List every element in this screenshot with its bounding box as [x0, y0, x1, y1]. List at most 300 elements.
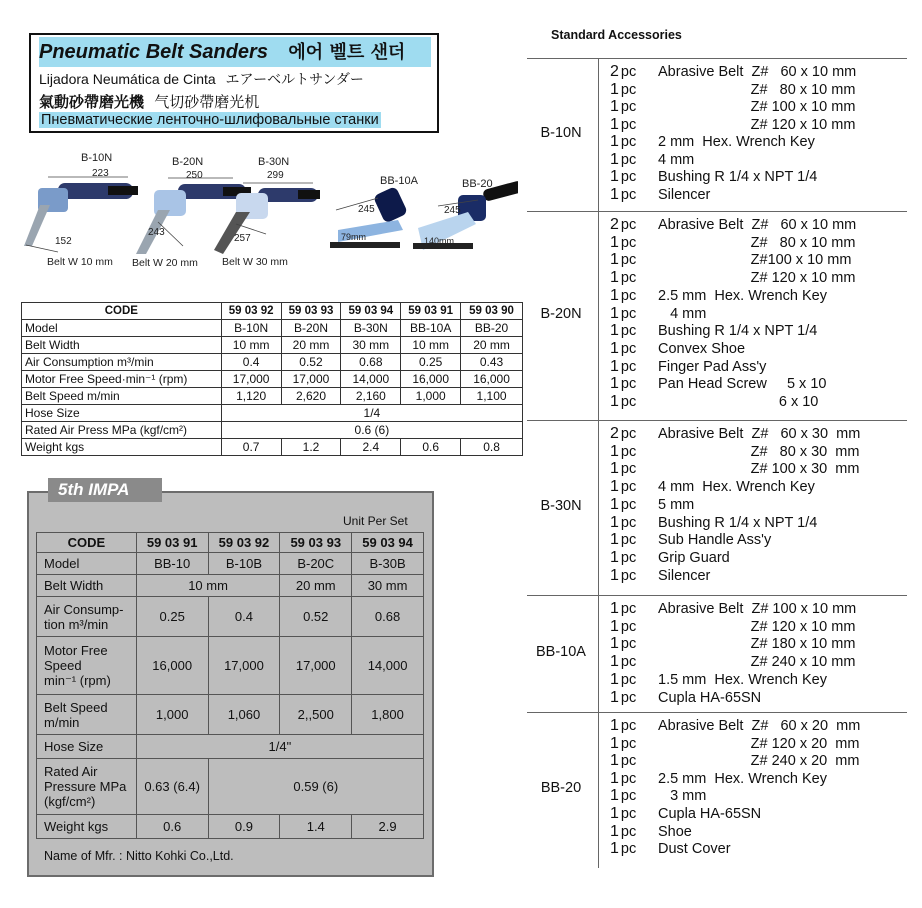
impa-table: [36, 532, 424, 839]
accessory-qty: [610, 671, 636, 689]
accessory-qty-unit: pc: [620, 116, 637, 133]
spec-cell: 20 mm: [461, 337, 523, 354]
accessory-name: Bushing R 1/4 x NPT 1/4: [658, 514, 818, 531]
spec-cell: 1,100: [461, 388, 523, 405]
impa-cell: 14,000: [352, 637, 424, 695]
accessory-qty: [610, 618, 636, 636]
impa-manufacturer: Name of Mfr. : Nitto Kohki Co.,Ltd.: [44, 849, 234, 863]
accessory-qty: [610, 375, 636, 393]
accessory-name: 4 mm: [658, 305, 707, 322]
title-zh-trad: 氣動砂帶磨光機: [39, 94, 145, 111]
accessory-qty-unit: pc: [620, 305, 637, 322]
impa-cell: 30 mm: [352, 575, 424, 597]
impa-row-model: [37, 553, 424, 575]
accessory-qty-unit: pc: [620, 718, 637, 734]
impa-code-row: [37, 533, 424, 553]
accessory-name: Z# 240 x 20 mm: [658, 753, 860, 770]
accessory-name: Sub Handle Ass'y: [658, 532, 772, 549]
spec-cell: 2,160: [341, 388, 401, 405]
accessory-qty-number: 1: [610, 653, 619, 671]
accessory-group-code: B-20N: [540, 305, 582, 322]
spec-code-row: [22, 303, 523, 320]
impa-cell: B-20C: [280, 553, 352, 575]
dim-140mm: 140mm: [424, 236, 455, 246]
impa-row-belt-speed: [37, 695, 424, 735]
accessory-qty-number: 1: [610, 442, 619, 460]
spec-cell: 2,620: [281, 388, 341, 405]
impa-cell: 0.4: [208, 597, 280, 637]
accessory-name: Z# 120 x 20 mm: [658, 735, 860, 752]
accessories-title: Standard Accessories: [551, 28, 682, 42]
accessory-qty-unit: pc: [620, 461, 637, 478]
dim-257: 257: [234, 233, 251, 244]
accessory-qty-number: 1: [610, 548, 619, 566]
impa-label: [37, 695, 137, 735]
accessory-qty-number: 1: [610, 286, 619, 304]
impa-code-label: CODE: [37, 533, 137, 553]
accessory-qty-unit: pc: [620, 287, 637, 304]
accessory-qty: [610, 717, 636, 735]
title-box: [29, 33, 439, 133]
impa-code: 59 03 91: [136, 533, 208, 553]
spec-row-motor: [22, 371, 523, 388]
spec-cell: 0.52: [281, 354, 341, 371]
belt-width-20: Belt W 20 mm: [132, 257, 198, 269]
accessories-separator: [527, 58, 907, 59]
accessory-qty-number: 1: [610, 670, 619, 688]
accessory-name: Z# 120 x 10 mm: [658, 618, 856, 635]
accessory-qty: [610, 287, 636, 305]
accessory-qty: [610, 752, 636, 770]
impa-cell: B-30B: [352, 553, 424, 575]
accessory-qty-unit: pc: [620, 217, 637, 233]
accessory-qty: [610, 805, 636, 823]
title-es-ja: [39, 69, 364, 89]
impa-cell: 0.6: [136, 815, 208, 839]
impa-cell: 1,000: [136, 695, 208, 735]
accessory-qty-unit: pc: [620, 689, 637, 706]
impa-cell: 0.9: [208, 815, 280, 839]
title-ru: Пневматические ленточно-шлифовальные станки: [41, 112, 379, 128]
accessory-qty: [610, 770, 636, 788]
accessory-name: 4 mm: [658, 151, 695, 168]
accessory-qty: [610, 653, 636, 671]
accessory-name: Cupla HA-65SN: [658, 806, 762, 822]
accessories-divider: [598, 211, 599, 420]
accessory-qty-unit: pc: [620, 514, 637, 531]
accessory-qty-unit: pc: [620, 549, 637, 566]
accessory-qty-unit: pc: [620, 394, 637, 410]
accessory-qty-number: 1: [610, 393, 619, 410]
impa-code: 59 03 93: [280, 533, 352, 553]
accessory-qty: [610, 567, 636, 585]
impa-label-line: m/min: [44, 714, 80, 730]
accessory-qty-number: 1: [610, 635, 619, 653]
spec-label: Motor Free Speed·min⁻¹ (rpm): [22, 371, 222, 388]
belt-width-10: Belt W 10 mm: [47, 256, 113, 268]
accessory-qty: [610, 358, 636, 376]
accessories-separator: [527, 595, 907, 596]
impa-cell: 10 mm: [136, 575, 280, 597]
accessory-qty-unit: pc: [620, 654, 637, 671]
spec-code: 59 03 91: [401, 303, 461, 320]
accessory-group-code: BB-10A: [536, 643, 586, 660]
impa-cell: 20 mm: [280, 575, 352, 597]
spec-cell: 0.68: [341, 354, 401, 371]
accessory-qty: [610, 216, 636, 234]
accessory-qty: [610, 600, 636, 618]
spec-cell: BB-20: [461, 320, 523, 337]
accessory-qty-number: 1: [610, 357, 619, 375]
accessory-qty-unit: pc: [620, 81, 637, 98]
accessory-name: Z# 100 x 30 mm: [658, 461, 860, 478]
accessory-qty-number: 1: [610, 478, 619, 496]
accessory-qty-unit: pc: [620, 99, 637, 115]
accessory-name: 4 mm Hex. Wrench Key: [658, 479, 815, 496]
accessory-qty-unit: pc: [620, 601, 637, 617]
dim-245-a: 245: [358, 204, 375, 215]
accessory-qty-unit: pc: [620, 186, 637, 203]
impa-cell: BB-10: [136, 553, 208, 575]
accessory-group-code: B-10N: [540, 124, 582, 141]
accessory-qty-number: 1: [610, 322, 619, 340]
spec-cell: 16,000: [461, 371, 523, 388]
spec-cell: 14,000: [341, 371, 401, 388]
accessory-qty-unit: pc: [620, 151, 637, 168]
dim-152: 152: [55, 236, 72, 247]
accessory-qty-number: 1: [610, 150, 619, 168]
sander-b10n-image: [24, 177, 138, 252]
spec-cell: B-10N: [221, 320, 281, 337]
impa-label: Model: [37, 553, 137, 575]
impa-label: Belt Width: [37, 575, 137, 597]
impa-badge: 5th IMPA: [48, 478, 162, 502]
accessory-qty-number: 1: [610, 717, 619, 734]
impa-label-line: Rated Air: [44, 764, 98, 779]
accessory-name: Abrasive Belt Z# 60 x 20 mm: [658, 718, 861, 734]
accessory-qty-number: 1: [610, 617, 619, 635]
accessory-qty: [610, 305, 636, 323]
impa-label-line: (kgf/cm²): [44, 794, 96, 809]
accessory-qty-unit: pc: [620, 134, 637, 150]
impa-row-air: [37, 597, 424, 637]
accessory-name: 2.5 mm Hex. Wrench Key: [658, 287, 827, 304]
label-bb10a: BB-10A: [380, 175, 418, 187]
impa-code: 59 03 94: [352, 533, 424, 553]
accessory-qty: [610, 168, 636, 186]
spec-row-weight: [22, 439, 523, 456]
accessory-qty: [610, 443, 636, 461]
spec-label: Weight kgs: [22, 439, 222, 456]
accessories-divider: [598, 712, 599, 868]
accessory-qty: [610, 635, 636, 653]
spec-cell: 17,000: [221, 371, 281, 388]
accessory-qty-number: 1: [610, 805, 619, 822]
label-b20n: B-20N: [172, 156, 204, 168]
spec-cell: BB-10A: [401, 320, 461, 337]
accessory-qty-number: 1: [610, 752, 619, 770]
accessory-qty-unit: pc: [620, 64, 637, 80]
accessories-separator: [527, 712, 907, 713]
accessory-name: 2.5 mm Hex. Wrench Key: [658, 770, 827, 787]
accessory-qty-unit: pc: [620, 169, 637, 185]
accessory-qty: [610, 116, 636, 134]
accessory-qty: [610, 98, 636, 116]
accessory-qty-number: 1: [610, 513, 619, 531]
accessory-name: 6 x 10: [658, 394, 819, 410]
spec-label: Model: [22, 320, 222, 337]
accessory-name: Dust Cover: [658, 841, 731, 858]
accessory-name: Z# 180 x 10 mm: [658, 636, 856, 653]
accessory-name: Z# 120 x 10 mm: [658, 270, 856, 287]
impa-row-pressure: [37, 759, 424, 815]
dim-250: 250: [186, 170, 203, 181]
impa-row-weight: [37, 815, 424, 839]
impa-label-line: Motor Free: [44, 643, 108, 658]
spec-cell-merged: 0.6 (6): [221, 422, 522, 439]
impa-cell: 0.63 (6.4): [136, 759, 208, 815]
accessory-name: Z# 80 x 10 mm: [658, 234, 856, 251]
accessory-name: Grip Guard: [658, 549, 730, 566]
impa-label: Hose Size: [37, 735, 137, 759]
accessory-qty-number: 1: [610, 233, 619, 251]
label-bb20: BB-20: [462, 178, 493, 190]
accessory-qty-unit: pc: [620, 753, 637, 770]
spec-code: 59 03 90: [461, 303, 523, 320]
accessory-qty-unit: pc: [620, 323, 637, 340]
accessory-name: Z# 240 x 10 mm: [658, 654, 856, 671]
impa-label: [37, 597, 137, 637]
accessory-group-code: BB-20: [540, 780, 582, 796]
accessory-qty: [610, 251, 636, 269]
impa-unit: Unit Per Set: [343, 514, 408, 528]
impa-cell: 0.68: [352, 597, 424, 637]
spec-cell: 1,120: [221, 388, 281, 405]
accessory-qty-unit: pc: [620, 426, 637, 442]
impa-label-line: Belt Speed: [44, 699, 108, 715]
dim-245-b: 245: [444, 205, 461, 216]
dim-223: 223: [92, 168, 109, 179]
accessory-qty-unit: pc: [620, 270, 637, 287]
spec-label: Belt Width: [22, 337, 222, 354]
accessory-qty-number: 2: [610, 425, 619, 442]
impa-label: Weight kgs: [37, 815, 137, 839]
impa-cell: 0.52: [280, 597, 352, 637]
title-zh: [39, 91, 259, 112]
accessory-qty: [610, 840, 636, 858]
spec-row-pressure: [22, 422, 523, 439]
accessory-qty-number: 1: [610, 787, 619, 805]
accessory-qty-number: 2: [610, 216, 619, 233]
spec-label: Belt Speed m/min: [22, 388, 222, 405]
accessory-qty-number: 1: [610, 734, 619, 752]
accessory-qty: [610, 460, 636, 478]
accessory-qty-number: 1: [610, 98, 619, 115]
impa-row-belt-width: [37, 575, 424, 597]
spec-cell: 0.25: [401, 354, 461, 371]
accessory-qty-number: 1: [610, 840, 619, 858]
impa-cell: B-10B: [208, 553, 280, 575]
spec-cell: 17,000: [281, 371, 341, 388]
impa-label-line: Air Consump-: [44, 601, 124, 617]
accessory-qty-unit: pc: [620, 671, 637, 688]
accessory-qty-unit: pc: [620, 770, 637, 787]
accessory-qty-unit: pc: [620, 618, 637, 635]
impa-cell: 16,000: [136, 637, 208, 695]
accessory-name: Abrasive Belt Z# 60 x 10 mm: [658, 217, 857, 233]
accessory-name: Z# 120 x 10 mm: [658, 116, 856, 133]
accessory-name: Abrasive Belt Z# 100 x 10 mm: [658, 601, 857, 617]
impa-code: 59 03 92: [208, 533, 280, 553]
spec-label: Rated Air Press MPa (kgf/cm²): [22, 422, 222, 439]
accessory-name: Abrasive Belt Z# 60 x 10 mm: [658, 64, 857, 80]
dim-299: 299: [267, 170, 284, 181]
dim-243: 243: [148, 227, 165, 238]
title-ja: エアーベルトサンダー: [225, 71, 364, 87]
spec-cell: 10 mm: [401, 337, 461, 354]
accessory-qty-unit: pc: [620, 252, 637, 269]
accessory-qty: [610, 425, 636, 443]
accessory-qty: [610, 496, 636, 514]
accessory-qty-unit: pc: [620, 788, 637, 805]
accessory-name: 1.5 mm Hex. Wrench Key: [658, 671, 827, 688]
label-b10n: B-10N: [81, 152, 113, 164]
accessory-qty-unit: pc: [620, 806, 637, 822]
accessories-separator: [527, 420, 907, 421]
accessory-name: Pan Head Screw 5 x 10: [658, 376, 827, 393]
accessory-qty-unit: pc: [620, 234, 637, 251]
accessory-name: 2 mm Hex. Wrench Key: [658, 134, 815, 150]
spec-cell: 0.8: [461, 439, 523, 456]
spec-cell: B-20N: [281, 320, 341, 337]
spec-row-belt-speed: [22, 388, 523, 405]
spec-code: 59 03 92: [221, 303, 281, 320]
accessory-qty-unit: pc: [620, 358, 637, 375]
accessory-qty-number: 1: [610, 339, 619, 357]
spec-label: Hose Size: [22, 405, 222, 422]
accessory-name: Abrasive Belt Z# 60 x 30 mm: [658, 426, 861, 442]
accessory-qty-unit: pc: [620, 443, 637, 460]
impa-label: [37, 637, 137, 695]
spec-table: [21, 302, 523, 456]
accessory-qty-unit: pc: [620, 636, 637, 653]
spec-cell: 2.4: [341, 439, 401, 456]
accessory-name: 3 mm: [658, 788, 707, 805]
accessory-qty: [610, 186, 636, 204]
spec-code: 59 03 93: [281, 303, 341, 320]
impa-cell: 17,000: [208, 637, 280, 695]
accessory-qty-number: 1: [610, 495, 619, 513]
impa-cell: 1.4: [280, 815, 352, 839]
impa-label-line: Pressure MPa: [44, 779, 127, 794]
impa-cell: 1,060: [208, 695, 280, 735]
spec-cell: 0.7: [221, 439, 281, 456]
belt-width-30: Belt W 30 mm: [222, 256, 288, 268]
title-en: Pneumatic Belt Sanders: [39, 41, 268, 63]
accessory-qty-number: 1: [610, 269, 619, 287]
spec-row-air: [22, 354, 523, 371]
accessory-name: Z#100 x 10 mm: [658, 252, 852, 269]
impa-row-motor: [37, 637, 424, 695]
accessory-qty-number: 1: [610, 115, 619, 133]
accessory-name: Z# 80 x 10 mm: [658, 81, 856, 98]
accessory-qty-number: 1: [610, 600, 619, 617]
impa-cell: 0.25: [136, 597, 208, 637]
accessory-qty-number: 1: [610, 688, 619, 706]
accessory-qty-unit: pc: [620, 479, 637, 496]
spec-cell: 1.2: [281, 439, 341, 456]
accessory-qty: [610, 63, 636, 81]
accessory-qty-number: 1: [610, 566, 619, 584]
accessory-qty: [610, 514, 636, 532]
spec-row-model: [22, 320, 523, 337]
accessories-divider: [598, 58, 599, 211]
accessory-qty-number: 1: [610, 304, 619, 322]
accessory-qty-number: 1: [610, 769, 619, 787]
accessory-qty-unit: pc: [620, 532, 637, 549]
accessories-divider: [598, 420, 599, 595]
impa-label: [37, 759, 137, 815]
accessory-name: Silencer: [658, 186, 711, 203]
accessory-qty: [610, 531, 636, 549]
spec-cell: B-30N: [341, 320, 401, 337]
accessory-qty-unit: pc: [620, 841, 637, 858]
impa-cell: 17,000: [280, 637, 352, 695]
title-es: Lijadora Neumática de Cinta: [39, 71, 216, 87]
accessory-qty-unit: pc: [620, 340, 637, 357]
spec-code: 59 03 94: [341, 303, 401, 320]
accessory-qty-unit: pc: [620, 735, 637, 752]
accessory-qty: [610, 549, 636, 567]
spec-label: Air Consumption m³/min: [22, 354, 222, 371]
dim-79mm: 79mm: [341, 232, 367, 242]
spec-row-hose: [22, 405, 523, 422]
impa-label-line: min⁻¹ (rpm): [44, 673, 111, 688]
spec-cell: 30 mm: [341, 337, 401, 354]
accessory-qty-unit: pc: [620, 823, 637, 840]
accessory-qty: [610, 340, 636, 358]
accessory-name: Z# 100 x 10 mm: [658, 99, 856, 115]
impa-cell: 1/4": [136, 735, 423, 759]
label-b30n: B-30N: [258, 156, 290, 168]
spec-cell: 0.6: [401, 439, 461, 456]
spec-cell: 10 mm: [221, 337, 281, 354]
accessory-name: Bushing R 1/4 x NPT 1/4: [658, 169, 818, 185]
accessory-group-code: B-30N: [540, 497, 582, 514]
accessory-qty-number: 1: [610, 531, 619, 549]
accessory-qty: [610, 151, 636, 169]
accessory-qty: [610, 787, 636, 805]
accessory-qty-number: 1: [610, 460, 619, 478]
accessory-qty: [610, 689, 636, 707]
accessory-qty-number: 1: [610, 168, 619, 185]
accessory-name: Shoe: [658, 823, 692, 840]
impa-label-line: tion m³/min: [44, 616, 109, 632]
accessory-qty-number: 2: [610, 63, 619, 80]
accessories-separator: [527, 211, 907, 212]
accessory-qty: [610, 823, 636, 841]
accessory-name: Cupla HA-65SN: [658, 689, 762, 706]
spec-cell: 16,000: [401, 371, 461, 388]
spec-cell-merged: 1/4: [221, 405, 522, 422]
impa-cell: 1,800: [352, 695, 424, 735]
impa-label-line: Speed: [44, 658, 82, 673]
accessory-name: Z# 80 x 30 mm: [658, 443, 860, 460]
accessory-qty-unit: pc: [620, 567, 637, 584]
accessory-qty: [610, 478, 636, 496]
accessory-qty: [610, 133, 636, 151]
accessory-qty-number: 1: [610, 185, 619, 203]
